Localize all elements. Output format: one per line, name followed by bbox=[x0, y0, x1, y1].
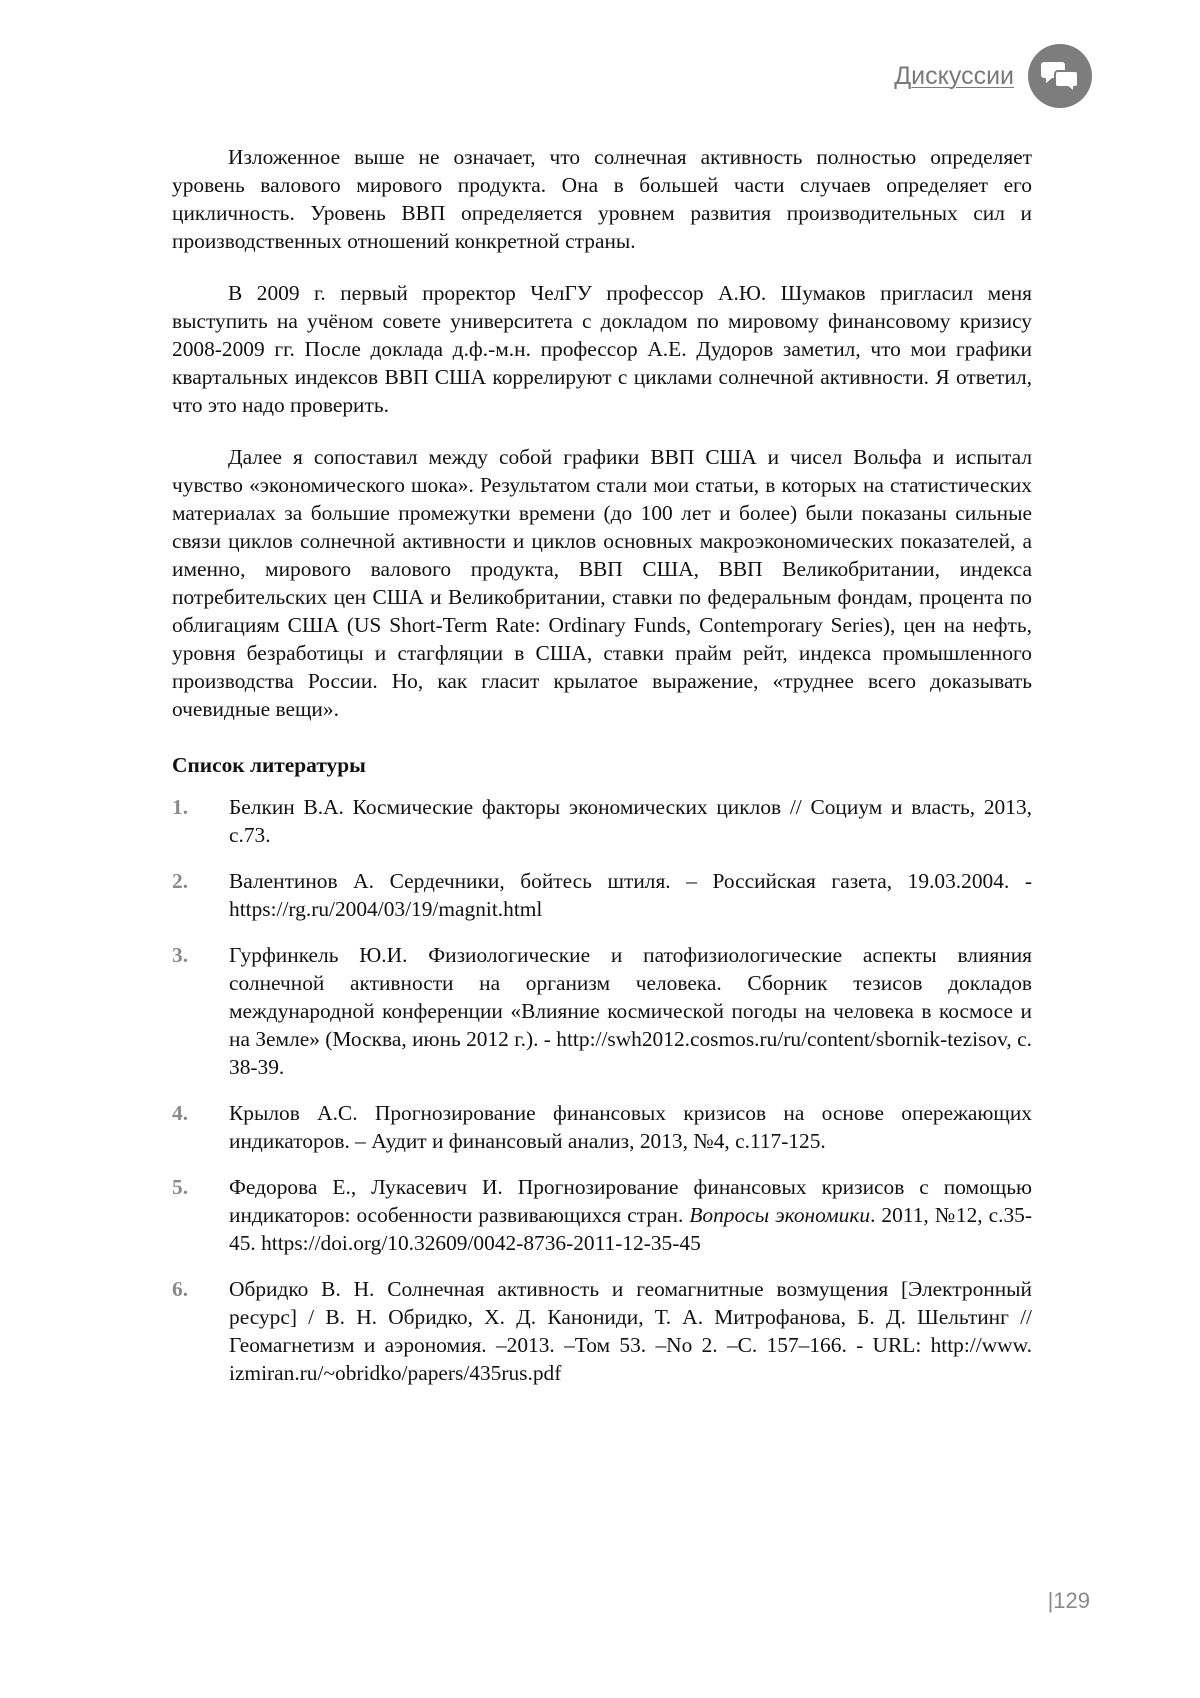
reference-text bbox=[229, 1173, 1032, 1257]
reference-number: 4. bbox=[172, 1101, 189, 1125]
references-heading: Список литературы bbox=[172, 753, 366, 777]
reference-text: Белкин В.А. Космические факторы экономических циклов // Социум и власть, 2013, с.73. bbox=[229, 795, 1032, 847]
paragraph: Далее я сопоставил между собой графики ВВП США и чисел Вольфа и испытал чувство «экономического шока». Результатом стали мои статьи, в которых на статистических материалах за большие промежутки времени (до 100 лет и более) были показаны сильные связи циклов солнечной активности и циклов основных макроэкономических показателей, а именно, мирового валового продукта, ВВП США, ВВП Великобритании, индекса потребительских цен США и Великобритании, ставки по федеральным фондам, процента по облигациям США (US Short-Term Rate: Ordinary Funds, Contemporary Series), цен на нефть, уровня безработицы и стагфляции в США, ставки прайм рейт, индекса промышленного производства России. Но, как гласит крылатое выражение, «труднее всего доказывать очевидные вещи». bbox=[172, 445, 1032, 721]
reference-number: 6. bbox=[172, 1277, 189, 1301]
reference-text-end: . 2011, №12, с.35-45. https://doi.org/10.32609/0042-8736-2011-12-35-45 bbox=[229, 1203, 1032, 1255]
page-number-value: 129 bbox=[1053, 1588, 1090, 1613]
reference-item bbox=[172, 941, 1032, 1081]
page-number: |129 bbox=[1047, 1588, 1090, 1613]
section-title: Дискуссии bbox=[894, 61, 1014, 90]
reference-text: Обридко В. Н. Солнечная активность и геомагнитные возмущения [Электронный ресурс] / В. Н. Обридко, Х. Д. Канониди, Т. А. Митрофанова, Б. Д. Шельтинг // Геомагнетизм и аэрономия. –2013. –Том 53. –No 2. –С. 157–166. - URL: http://www. izmiran.ru/~obridko/papers/435rus.pdf bbox=[229, 1277, 1032, 1385]
chat-bubbles-icon bbox=[1028, 44, 1092, 108]
reference-item bbox=[172, 1099, 1032, 1155]
reference-text: Крылов А.С. Прогнозирование финансовых кризисов на основе опережающих индикаторов. – Аудит и финансовый анализ, 2013, №4, с.117-125. bbox=[229, 1101, 1032, 1153]
reference-number: 5. bbox=[172, 1175, 189, 1199]
reference-number: 3. bbox=[172, 943, 189, 967]
reference-item bbox=[172, 867, 1032, 923]
page-header bbox=[894, 44, 1092, 108]
reference-text-start: Федорова Е., Лукасевич И. Прогнозирование финансовых кризисов с помощью индикаторов: особенности развивающихся стран. bbox=[229, 1175, 1032, 1227]
reference-item bbox=[172, 1275, 1032, 1387]
paragraph: Изложенное выше не означает, что солнечная активность полностью определяет уровень валового мирового продукта. Она в большей части случаев определяет его цикличность. Уровень ВВП определяется уровнем развития производительных сил и производственных отношений конкретной страны. bbox=[172, 145, 1032, 253]
reference-text: Гурфинкель Ю.И. Физиологические и патофизиологические аспекты влияния солнечной активности на организм человека. Сборник тезисов докладов международной конференции «Влияние космической погоды на человека в космосе и на Земле» (Москва, июнь 2012 г.). - http://swh2012.cosmos.ru/ru/content/sbornik-tezisov, с. 38-39. bbox=[229, 943, 1032, 1079]
paragraph: В 2009 г. первый проректор ЧелГУ профессор А.Ю. Шумаков пригласил меня выступить на учёном совете университета с докладом по мировому финансовому кризису 2008-2009 гг. После доклада д.ф.-м.н. профессор А.Е. Дудоров заметил, что мои графики квартальных индексов ВВП США коррелируют с циклами солнечной активности. Я ответил, что это надо проверить. bbox=[172, 281, 1032, 417]
reference-number: 1. bbox=[172, 795, 189, 819]
journal-title: Вопросы экономики bbox=[689, 1203, 871, 1227]
reference-item bbox=[172, 793, 1032, 849]
reference-text: Валентинов А. Сердечники, бойтесь штиля. – Российская газета, 19.03.2004. - https://rg.ru/2004/03/19/magnit.html bbox=[229, 869, 1032, 921]
reference-number: 2. bbox=[172, 869, 189, 893]
references-list bbox=[172, 793, 1032, 1387]
reference-item bbox=[172, 1173, 1032, 1257]
article-body bbox=[172, 143, 1032, 1405]
